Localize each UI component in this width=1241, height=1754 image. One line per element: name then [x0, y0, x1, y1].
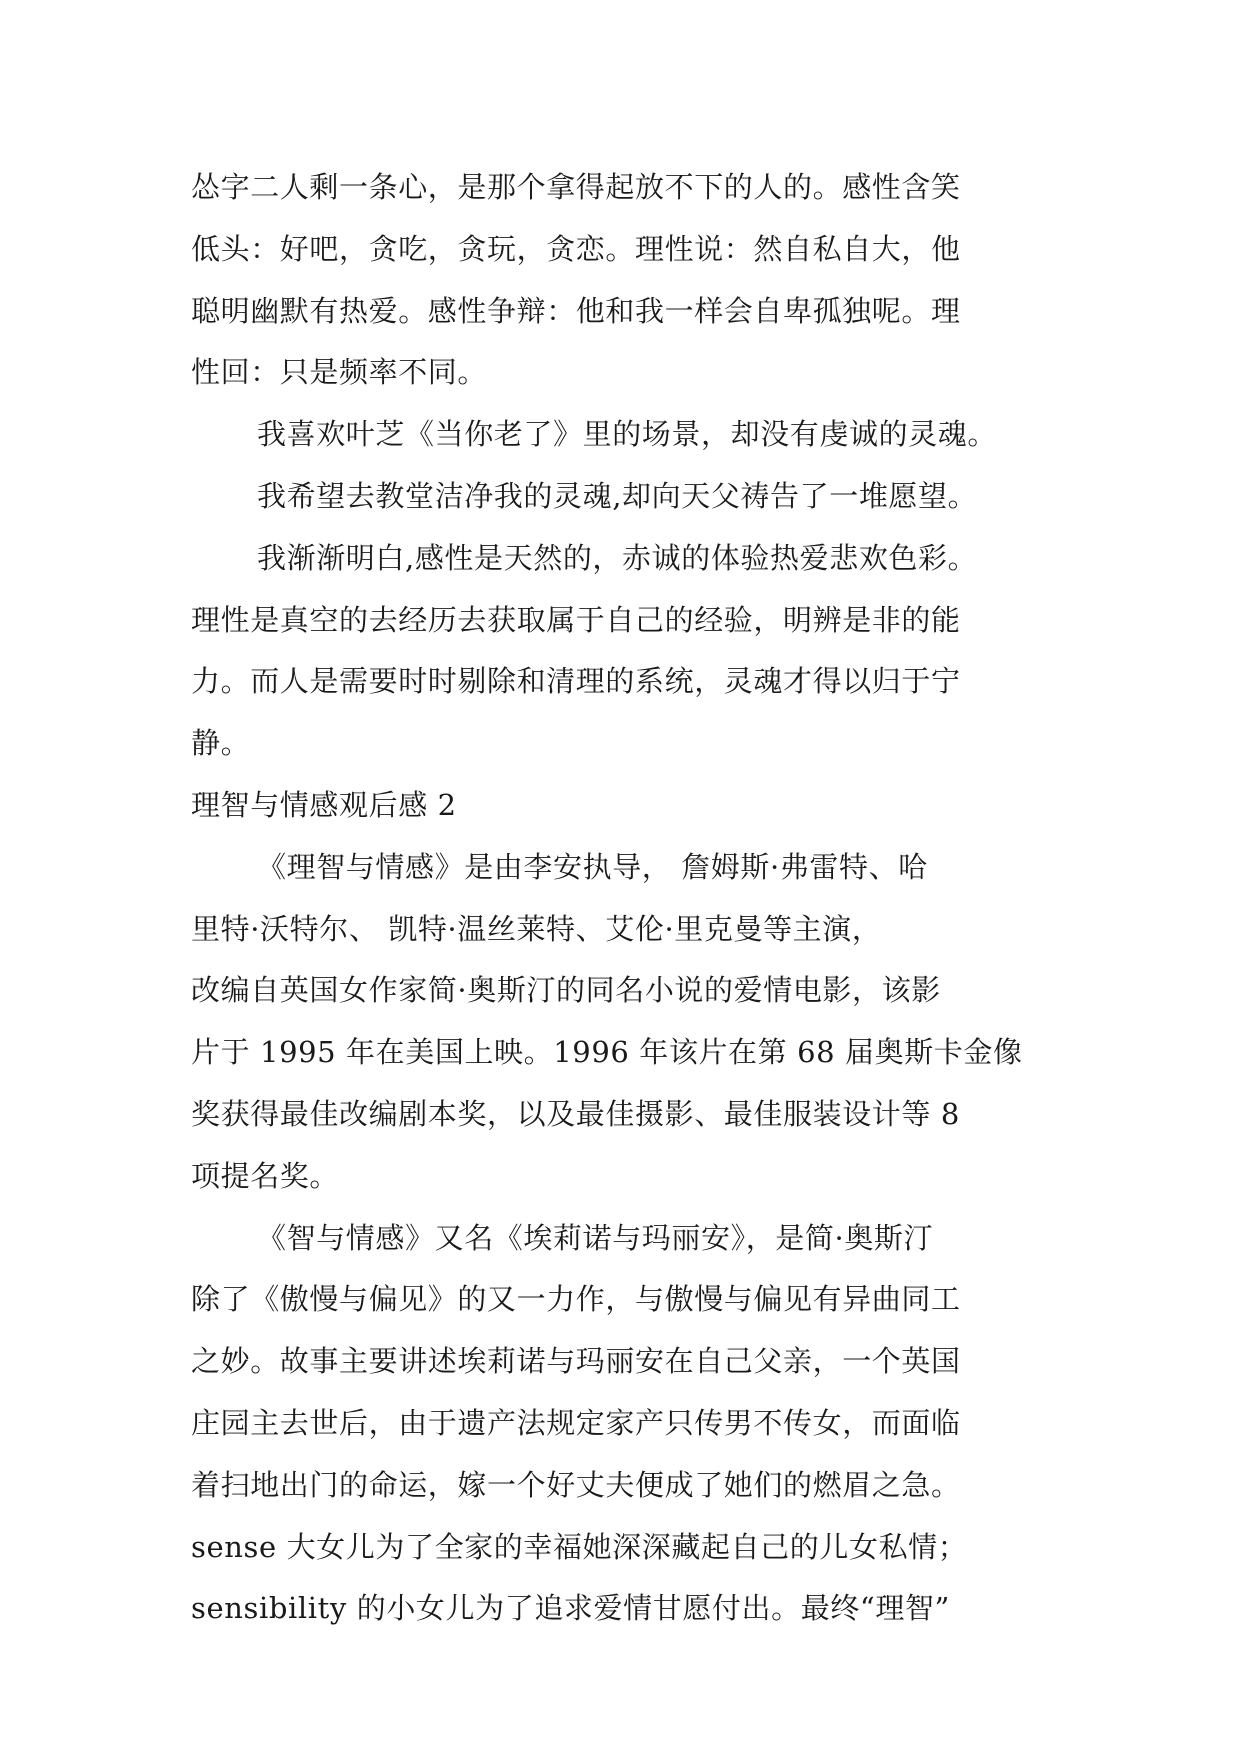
text-line: sense 大女儿为了全家的幸福她深深藏起自己的儿女私情； [191, 1529, 968, 1564]
text-line: 我希望去教堂洁净我的灵魂,却向天父祷告了一堆愿望。 [257, 478, 978, 513]
text-line: 性回：只是频率不同。 [191, 355, 488, 390]
text-line: 我渐渐明白,感性是天然的，赤诚的体验热爱悲欢色彩。 [257, 540, 978, 575]
text-line: 之妙。故事主要讲述埃莉诺与玛丽安在自己父亲，一个英国 [191, 1344, 961, 1379]
text-line: 奖获得最佳改编剧本奖，以及最佳摄影、最佳服装设计等 8 [191, 1096, 960, 1131]
section-heading: 理智与情感观后感 2 [191, 787, 457, 822]
text-line: 《理智与情感》是由李安执导， 詹姆斯·弗雷特、哈 [257, 849, 928, 884]
document-body [191, 157, 1061, 1640]
text-line: 静。 [191, 726, 251, 761]
text-line: 《智与情感》又名《埃莉诺与玛丽安》，是简·奥斯汀 [257, 1220, 934, 1255]
text-line: 我喜欢叶芝《当你老了》里的场景，却没有虔诚的灵魂。 [257, 417, 998, 452]
text-line: 里特·沃特尔、 凯特·温丝莱特、艾伦·里克曼等主演， [191, 911, 882, 946]
text-line: sensibility 的小女儿为了追求爱情甘愿付出。最终“理智” [191, 1591, 950, 1626]
text-line: 聪明幽默有热爱。感性争辩：他和我一样会自卑孤独呢。理 [191, 293, 961, 328]
text-line: 着扫地出门的命运，嫁一个好丈夫便成了她们的燃眉之急。 [191, 1467, 961, 1502]
text-line: 低头：好吧，贪吃，贪玩，贪恋。理性说：然自私自大，他 [191, 231, 961, 266]
text-line: 怂字二人剩一条心，是那个拿得起放不下的人的。感性含笑 [191, 170, 961, 204]
text-line: 力。而人是需要时时剔除和清理的系统，灵魂才得以归于宁 [191, 664, 961, 699]
text-line: 除了《傲慢与偏见》的又一力作，与傲慢与偏见有异曲同工 [191, 1282, 961, 1317]
text-line: 项提名奖。 [191, 1158, 340, 1193]
text-line: 庄园主去世后，由于遗产法规定家产只传男不传女，而面临 [191, 1405, 961, 1440]
text-line: 改编自英国女作家简·奥斯汀的同名小说的爱情电影，该影 [191, 973, 941, 1008]
text-line: 片于 1995 年在美国上映。1996 年该片在第 68 届奥斯卡金像 [191, 1035, 1023, 1070]
text-line: 理性是真空的去经历去获取属于自己的经验，明辨是非的能 [191, 602, 961, 637]
